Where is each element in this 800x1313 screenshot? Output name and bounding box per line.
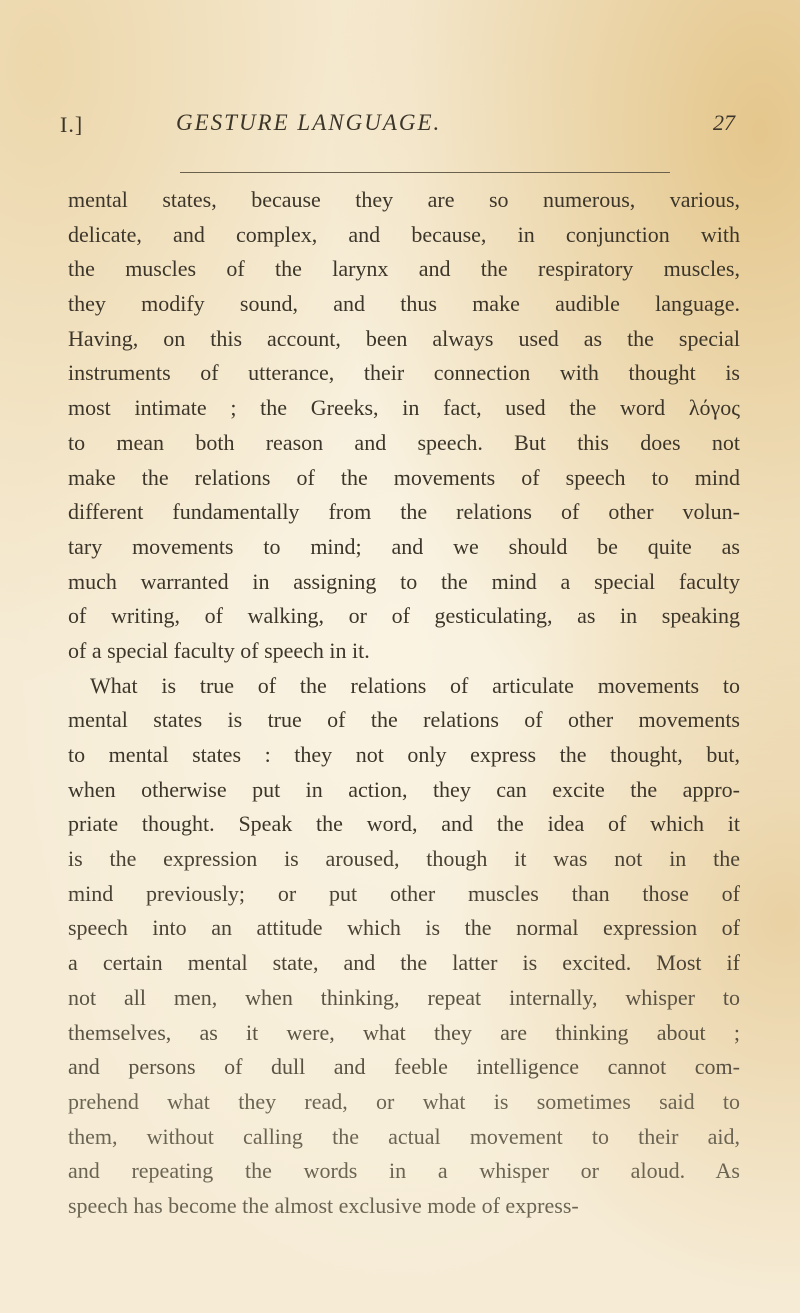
text-line: prehend what they read, or what is sometimes said to xyxy=(68,1088,740,1114)
text-line: priate thought. Speak the word, and the idea of which it xyxy=(68,811,740,837)
text-line: they modify sound, and thus make audible language. xyxy=(68,291,740,317)
text-line: different fundamentally from the relations of other volun- xyxy=(68,499,740,525)
page-number: 27 xyxy=(713,110,735,135)
text-line: mental states, because they are so numerous, various, xyxy=(68,187,740,212)
text-line: speech into an attitude which is the normal expression of xyxy=(68,915,740,941)
text-line: tary movements to mind; and we should be quite as xyxy=(68,533,740,559)
text-line: much warranted in assigning to the mind a special faculty xyxy=(68,568,740,594)
text-line: speech has become the almost exclusive mode of express- xyxy=(68,1192,579,1218)
text-line: to mental states : they not only express the thought, but, xyxy=(68,742,740,767)
text-line: mind previously; or put other muscles than those of xyxy=(68,880,740,906)
text-line: of a special faculty of speech in it. xyxy=(68,637,370,663)
body-text xyxy=(68,183,740,1224)
text-line: them, without calling the actual movement to their aid, xyxy=(68,1123,740,1149)
text-line: most intimate ; the Greeks, in fact, used the word λόγος xyxy=(68,395,740,421)
text-line: the muscles of the larynx and the respiratory muscles, xyxy=(68,256,740,282)
text-line: delicate, and complex, and because, in conjunction with xyxy=(68,221,740,247)
text-line: instruments of utterance, their connection with thought is xyxy=(68,360,740,386)
text-line: a certain mental state, and the latter is excited. Most if xyxy=(68,950,740,976)
chapter-marker: I.] xyxy=(60,112,84,137)
text-line: is the expression is aroused, though it was not in the xyxy=(68,846,740,872)
header-rule xyxy=(180,172,670,173)
text-line: not all men, when thinking, repeat internally, whisper to xyxy=(68,984,740,1010)
text-line: mental states is true of the relations of other movements xyxy=(68,707,740,733)
text-line: and persons of dull and feeble intelligence cannot com- xyxy=(68,1054,740,1080)
text-line: themselves, as it were, what they are thinking about ; xyxy=(68,1019,740,1045)
text-line: and repeating the words in a whisper or aloud. As xyxy=(68,1158,740,1184)
text-line: when otherwise put in action, they can excite the appro- xyxy=(68,776,740,802)
text-line: What is true of the relations of articulate movements to xyxy=(90,672,740,698)
running-header xyxy=(60,108,735,144)
running-title: GESTURE LANGUAGE. xyxy=(176,110,442,135)
text-line: of writing, of walking, or of gesticulating, as in speaking xyxy=(68,603,740,629)
text-line: to mean both reason and speech. But this does not xyxy=(68,429,740,455)
text-line: make the relations of the movements of speech to mind xyxy=(68,464,740,490)
text-line: Having, on this account, been always used as the special xyxy=(68,325,740,351)
